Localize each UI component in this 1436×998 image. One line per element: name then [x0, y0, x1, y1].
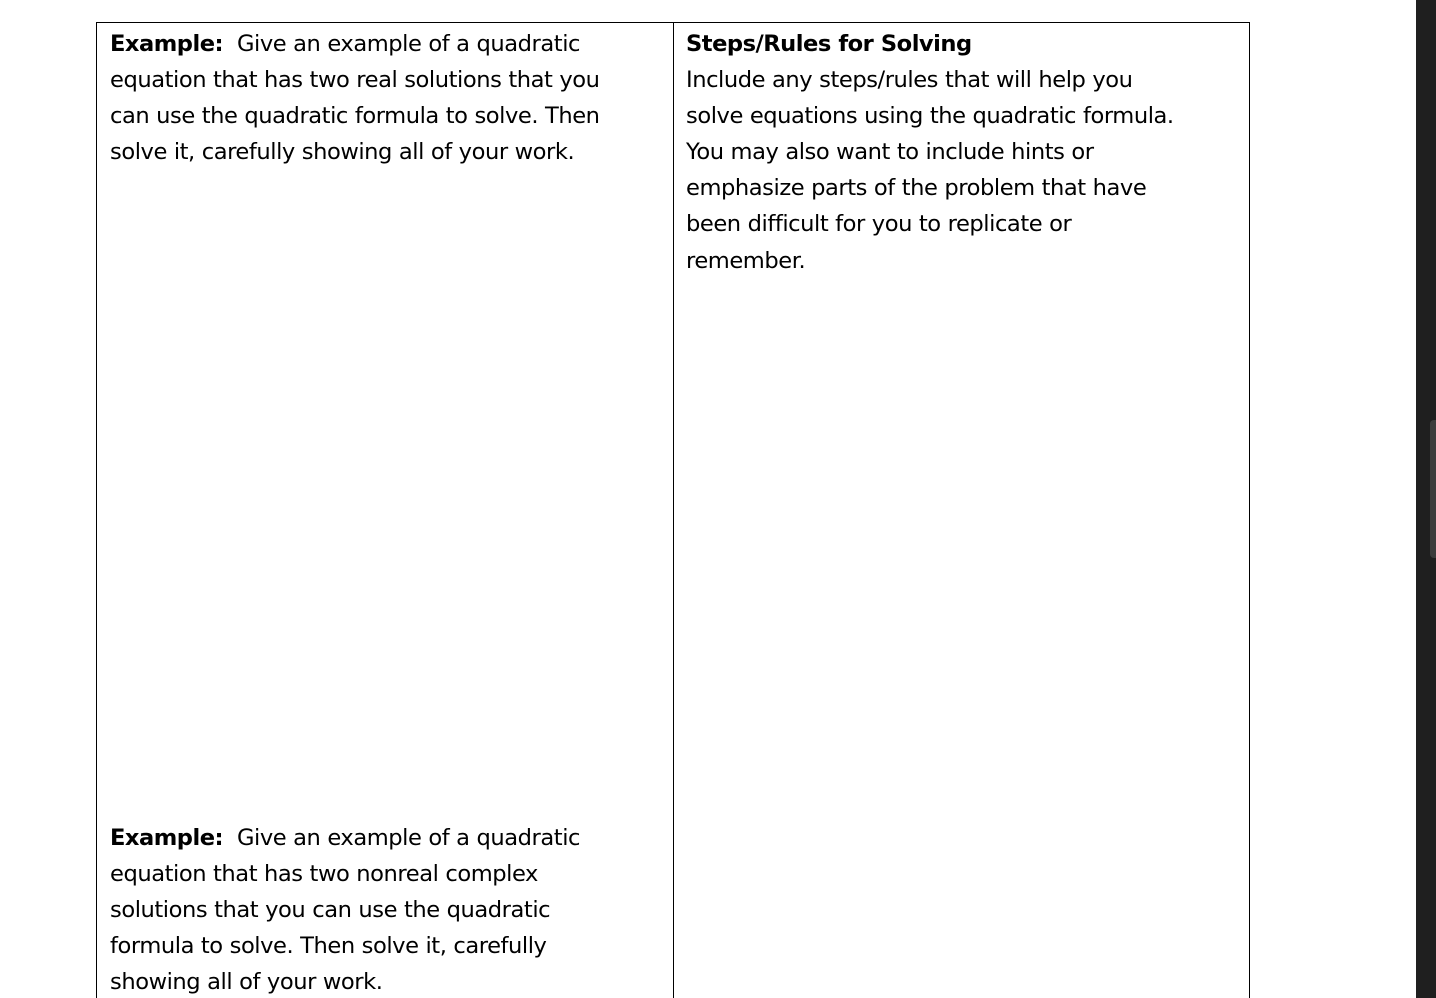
steps-line: emphasize parts of the problem that have: [686, 175, 1147, 202]
example-real-solutions-prompt: [110, 26, 600, 170]
prompt-line: showing all of your work.: [110, 969, 383, 996]
steps-heading: Steps/Rules for Solving: [686, 31, 972, 57]
prompt-line: [110, 26, 600, 62]
scrollbar-thumb[interactable]: [1430, 420, 1436, 558]
steps-line: solve equations using the quadratic formula.: [686, 103, 1174, 130]
steps-line: been difficult for you to replicate or: [686, 211, 1072, 238]
worksheet-table: [96, 22, 1250, 998]
steps-line: You may also want to include hints or: [686, 139, 1094, 166]
prompt-line: [110, 820, 580, 856]
prompt-text: Give an example of a quadratic: [236, 825, 580, 851]
vertical-scrollbar[interactable]: [1416, 0, 1436, 998]
prompt-line: solutions that you can use the quadratic: [110, 897, 551, 924]
column-divider: [673, 23, 674, 998]
steps-line: remember.: [686, 247, 806, 274]
example-label: Example:: [110, 825, 224, 851]
prompt-text: Give an example of a quadratic: [236, 31, 580, 57]
example-complex-solutions-prompt: [110, 820, 580, 998]
prompt-line: equation that has two nonreal complex: [110, 861, 538, 888]
prompt-line: equation that has two real solutions that you: [110, 67, 600, 94]
steps-line: Include any steps/rules that will help you: [686, 67, 1133, 94]
prompt-line: formula to solve. Then solve it, carefully: [110, 933, 547, 960]
prompt-line: can use the quadratic formula to solve. Then: [110, 103, 600, 130]
prompt-line: solve it, carefully showing all of your work.: [110, 139, 575, 166]
example-label: Example:: [110, 31, 224, 57]
steps-rules-section: [686, 26, 1174, 279]
